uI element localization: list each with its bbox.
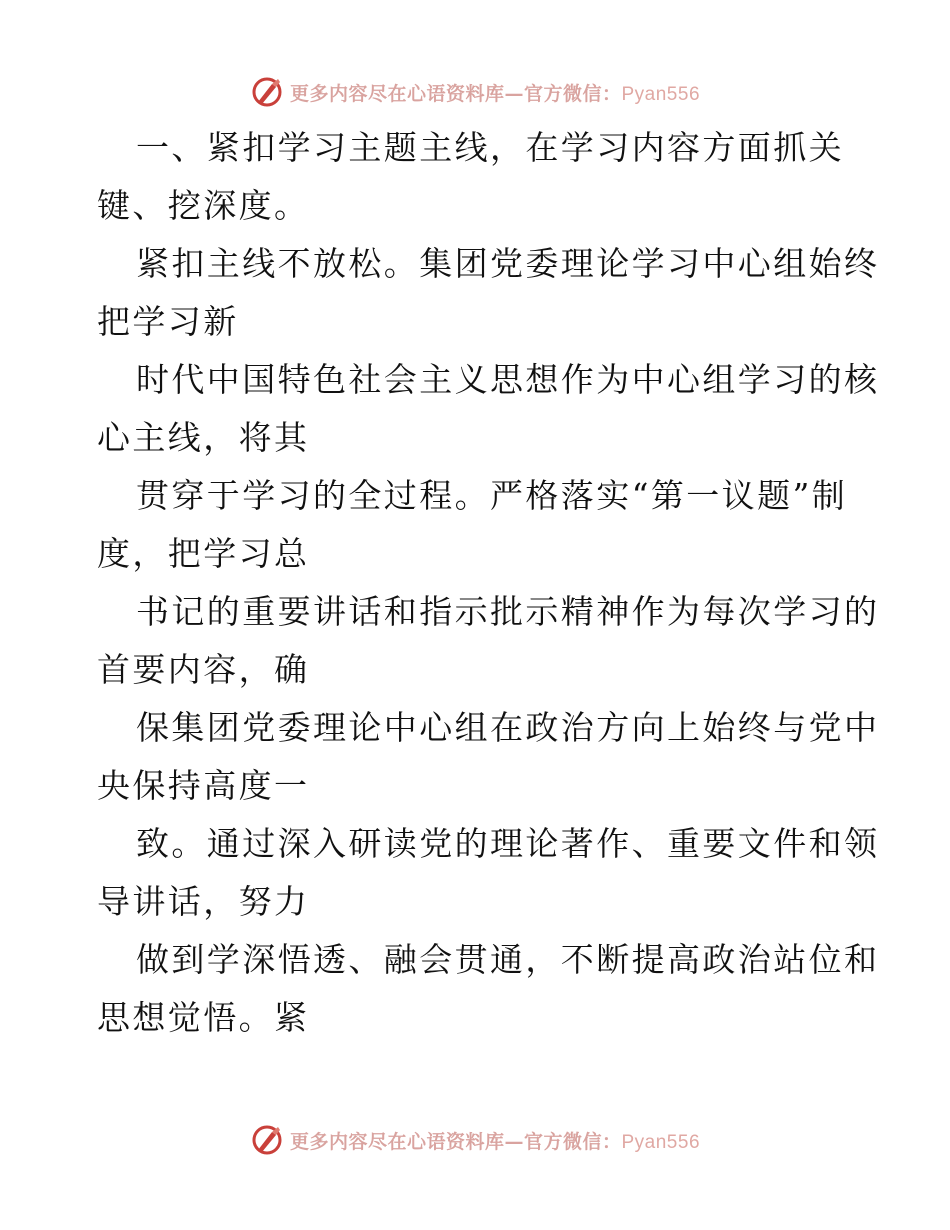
- paragraph-line: 导讲话，努力: [97, 882, 310, 921]
- watermark-text: 更多内容尽在心语资料库—官方微信：Pyan556: [289, 1130, 701, 1153]
- paragraph-line: 时代中国特色社会主义思想作为中心组学习的核: [136, 360, 880, 399]
- paragraph-line: 做到学深悟透、融会贯通，不断提高政治站位和: [136, 940, 880, 979]
- paragraph-line: 首要内容，确: [97, 650, 310, 689]
- paragraph-line: 心主线，将其: [97, 418, 310, 457]
- watermark-text: 更多内容尽在心语资料库—官方微信：Pyan556: [289, 82, 701, 105]
- header-watermark: [0, 70, 950, 114]
- paragraph-line: 度，把学习总: [97, 534, 310, 573]
- footer-watermark: [0, 1118, 950, 1162]
- paragraph-line: 致。通过深入研读党的理论著作、重要文件和领: [136, 824, 880, 863]
- paragraph-line: 把学习新: [97, 302, 239, 341]
- paragraph-line: 央保持高度一: [97, 766, 310, 805]
- quill-pen-logo-icon: [250, 75, 284, 109]
- paragraph-line: 键、挖深度。: [97, 186, 310, 225]
- quill-pen-logo-icon: [250, 1123, 284, 1157]
- paragraph-line: 紧扣主线不放松。集团党委理论学习中心组始终: [136, 244, 880, 283]
- paragraph-line: 思想觉悟。紧: [97, 998, 310, 1037]
- paragraph-line: 贯穿于学习的全过程。严格落实“第一议题”制: [136, 476, 848, 515]
- paragraph-line: 书记的重要讲话和指示批示精神作为每次学习的: [136, 592, 880, 631]
- paragraph-line: 保集团党委理论中心组在政治方向上始终与党中: [136, 708, 880, 747]
- paragraph-line: 一、紧扣学习主题主线，在学习内容方面抓关: [136, 128, 844, 167]
